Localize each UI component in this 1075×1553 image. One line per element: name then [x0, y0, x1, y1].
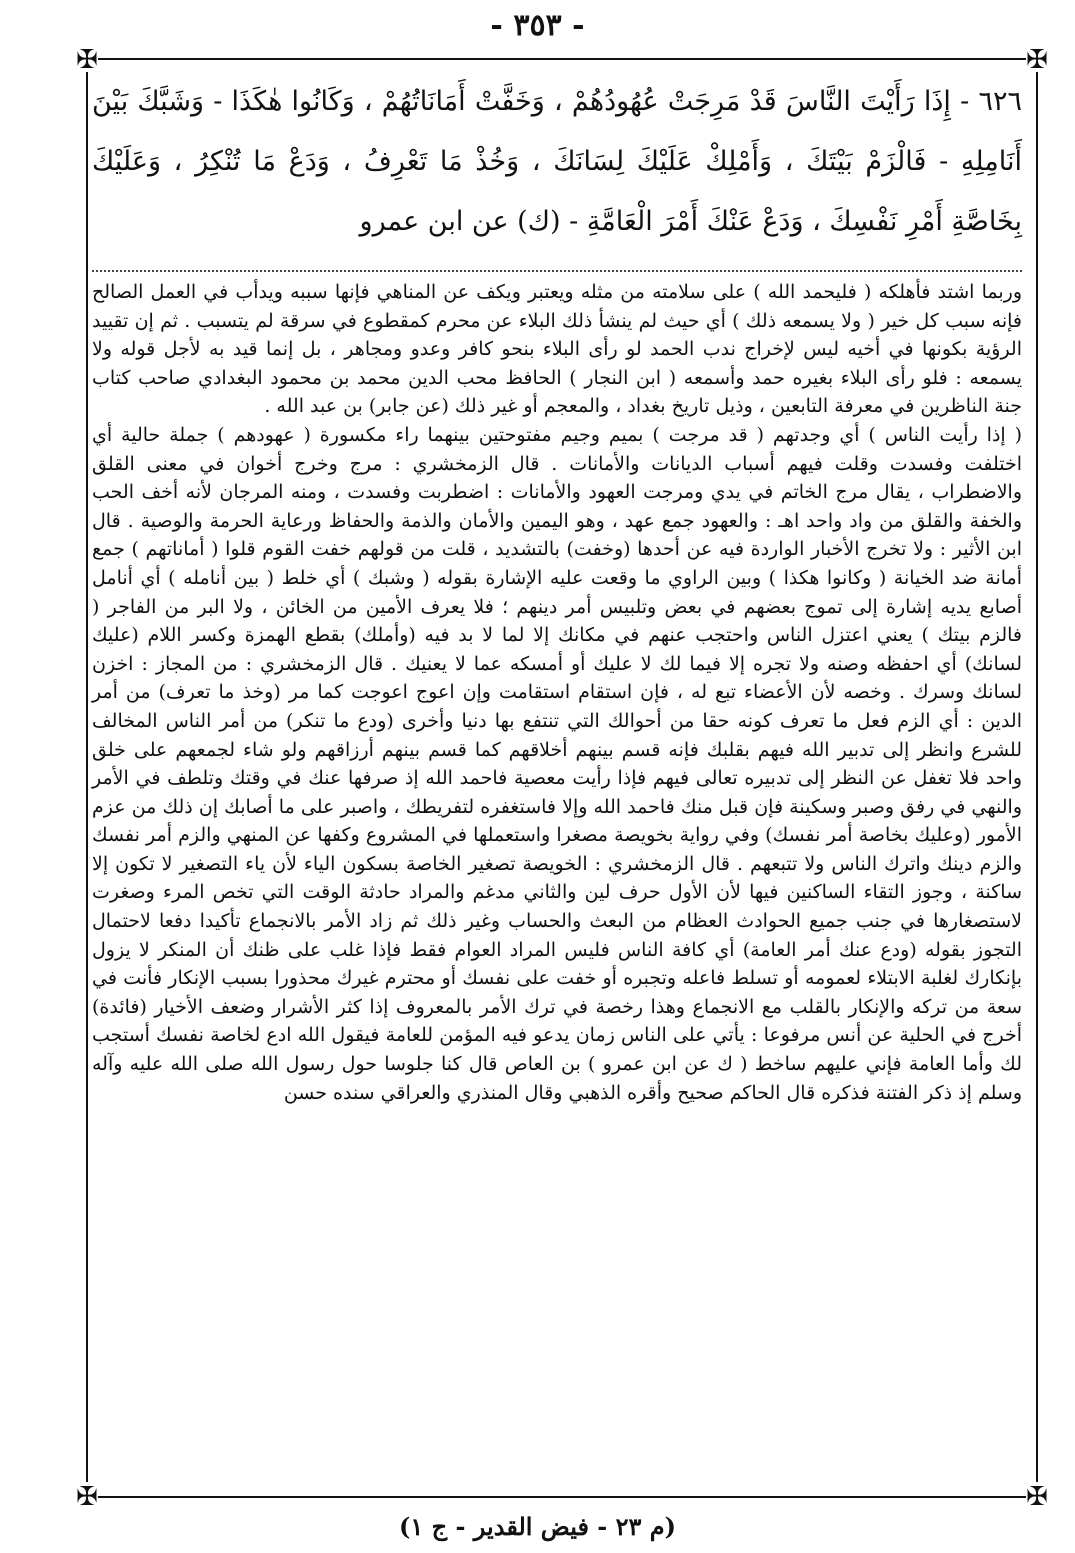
ornament-top-right-icon: ✠ — [1026, 45, 1048, 75]
frame-right-line — [1036, 72, 1038, 1482]
ornament-bottom-right-icon: ✠ — [1026, 1482, 1048, 1512]
ornament-top-left-icon: ✠ — [76, 45, 98, 75]
frame-left-line — [86, 72, 88, 1482]
commentary-paragraph: وربما اشتد فأهلكه ( فليحمد الله ) على سلامته من مثله ويعتبر ويكف عن المناهي فإنها سببه ويدأب في العمل الصالح فإنه سبب كل خير ( ولا يسمعه ذلك ) أي حيث لم ينشأ ذلك البلاء عن محرم كمقطوع في سرقة لم يتسبب . ثم إن تقييد الرؤية بكونها في أخيه ليس لإخراج ندب الحمد لو رأى البلاء بنحو كافر وعدو ومجاهر ، بل إنما قيد به لأجل قوله ولا يسمعه : فلو رأى البلاء بغيره حمد وأسمعه ( ابن النجار ) الحافظ محب الدين محمد بن محمود البغدادي صاحب كتاب جنة الناظرين في معرفة التابعين ، وذيل تاريخ بغداد ، والمعجم أو غير ذلك (عن جابر) بن عبد الله . — [92, 281, 1022, 418]
dotted-separator — [92, 270, 1022, 272]
footer-signature: (م ٢٣ - فيض القدير - ج ١) — [399, 1512, 676, 1541]
hadith-text: ٦٢٦ - إِذَا رَأَيْتَ النَّاسَ قَدْ مَرِجَتْ عُهُودُهُمْ ، وَخَفَّتْ أَمَانَاتُهُمْ ، وَكَانُوا هٰكَذَا - وَشَبَّكَ بَيْنَ أَنَامِلِهِ - فَالْزَمْ بَيْتَكَ ، وَأَمْلِكْ عَلَيْكَ لِسَانَكَ ، وَخُذْ مَا تَعْرِفُ ، وَدَعْ مَا تُنْكِرُ ، وَعَلَيْكَ بِخَاصَّةِ أَمْرِ نَفْسِكَ ، وَدَعْ عَنْكَ أَمْرَ الْعَامَّةِ - (ك) عن ابن عمرو — [92, 86, 1022, 237]
commentary-body — [92, 278, 1022, 1107]
ornament-bottom-left-icon: ✠ — [76, 1482, 98, 1512]
page-number: - ٣٥٣ - — [490, 8, 585, 43]
frame-top-line — [98, 58, 1026, 60]
frame-bottom-line — [98, 1496, 1026, 1498]
commentary-paragraph: ( إذا رأيت الناس ) أي وجدتهم ( قد مرجت ) بميم وجيم مفتوحتين بينهما راء مكسورة ( عهودهم ) جملة حالية أي اختلفت وفسدت وقلت فيهم أسباب الديانات والأمانات . قال الزمخشري : مرج وخرج أخوان في معنى القلق والاضطراب ، يقال مرج الخاتم في يدي ومرجت العهود والأمانات : اضطربت وفسدت ، ومنه المرجان لأنه أخف الحب والخفة والقلق من واد واحد اهـ : والعهود جمع عهد ، وهو اليمين والأمان والذمة والحفاظ ورعاية الحرمة والوصية . قال ابن الأثير : ولا تخرج الأخبار الواردة فيه عن أحدها (وخفت) بالتشديد ، قلت من قولهم خفت القوم قلوا ( أماناتهم ) جمع أمانة ضد الخيانة ( وكانوا هكذا ) وبين الراوي ما وقعت عليه الإشارة بقوله ( وشبك ) أي خلط ( بين أنامله ) أي أنامل أصابع يديه إشارة إلى تموج بعضهم في بعض وتلبيس أمر دينهم ؛ فلا يعرف الأمين من الخائن ، ولا البر من الفاجر ( فالزم بيتك ) يعني اعتزل الناس واحتجب عنهم في مكانك إلا لما لا بد فيه (وأملك) بقطع الهمزة وكسر اللام (عليك لسانك) أي احفظه وصنه ولا تجره إلا فيما لك لا عليك أو أمسكه عما لا يعنيك . قال الزمخشري : من المجاز : اخزن لسانك وسرك . وخصه لأن الأعضاء تبع له ، فإن استقام استقامت وإن اعوج اعوجت كما مر (وخذ ما تعرف) من أمر الدين : أي الزم فعل ما تعرف كونه حقا من أحوالك التي تنتفع بها دنيا وأخرى (ودع ما تنكر) من أمر الناس المخالف للشرع وانظر إلى تدبير الله فيهم بقلبك فإنه قسم بينهم أخلاقهم كما قسم بينهم أرزاقهم ولو شاء لجمعهم على خلق واحد فلا تغفل عن النظر إلى تدبيره تعالى فيهم فإذا رأيت معصية فاحمد الله إذ صرفها عنك في وقتك وتلطف في الأمر والنهي في رفق وصبر وسكينة فإن قبل منك فاحمد الله وإلا فاستغفره لتفريطك ، واصبر على ما أصابك إن ذلك من عزم الأمور (وعليك بخاصة أمر نفسك) وفي رواية بخويصة مصغرا واستعملها في المشروع وكفها عن المنهي والزم أمر نفسك والزم دينك واترك الناس ولا تتبعهم . قال الزمخشري : الخويصة تصغير الخاصة بسكون الياء لأن ياء التصغير لا تكون إلا ساكنة ، وجوز التقاء الساكنين فيها لأن الأول حرف لين والثاني مدغم والمراد حادثة الوقت التي تخص المرء وصغرت لاستصغارها في جنب جميع الحوادث العظام من البعث والحساب وغير ذلك ثم زاد الأمر بالانجماع تأكيدا دفعا لاحتمال التجوز بقوله (ودع عنك أمر العامة) أي كافة الناس فليس المراد العوام فقط فإذا غلب على ظنك أن المنكر لا يزول بإنكارك لغلبة الابتلاء لعمومه أو تسلط فاعله وتجبره أو خفت على نفسك أو محترم غيرك محذورا بسبب الإنكار فأنت في سعة من تركه والإنكار بالقلب مع الانجماع وهذا رخصة في ترك الأمر بالمعروف إذا كثر الأشرار وضعف الأخيار (فائدة) أخرج في الحلية عن أنس مرفوعا : يأتي على الناس زمان يدعو فيه المؤمن للعامة فيقول الله ادع لخاصة نفسك أستجب لك وأما العامة فإني عليهم ساخط ( ك عن ابن عمرو ) بن العاص قال كنا جلوسا حول رسول الله صلى الله عليه وآله وسلم إذ ذكر الفتنة فذكره قال الحاكم صحيح وأقره الذهبي وقال المنذري والعراقي سنده حسن — [92, 423, 1022, 1104]
